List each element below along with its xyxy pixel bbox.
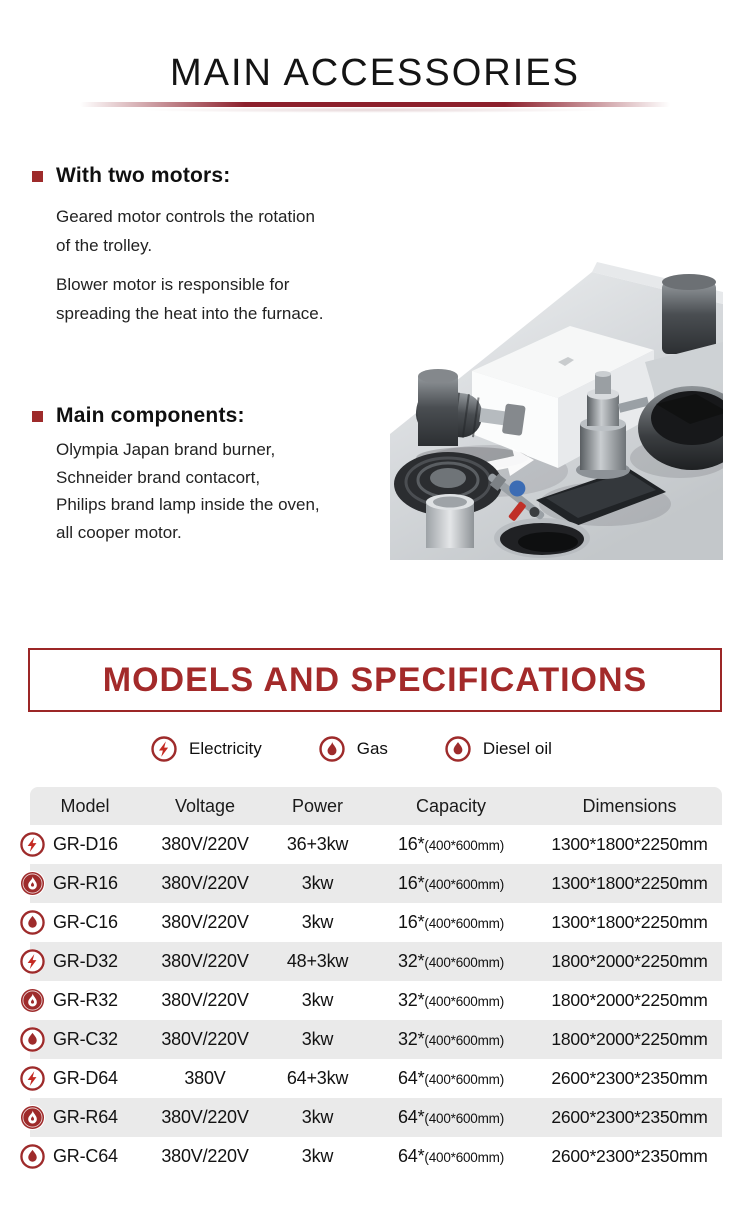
- voltage-cell: 380V/220V: [161, 951, 249, 971]
- table-row-gr-r16: [30, 864, 722, 903]
- column-header-capacity: Capacity: [415, 795, 487, 816]
- capacity-cell: 16*(400*600mm): [397, 912, 505, 932]
- paragraph-line: spreading the heat into the furnace.: [56, 304, 324, 323]
- section-heading: With two motors:: [56, 164, 231, 187]
- power-cell: 3kw: [301, 1107, 334, 1127]
- title-underline: [80, 102, 670, 107]
- table-row-gr-r64: [30, 1098, 722, 1137]
- model-text: GR-R32: [53, 990, 118, 1010]
- capacity-cell: 32*(400*600mm): [397, 951, 505, 971]
- paragraph-line: of the trolley.: [56, 236, 153, 255]
- column-header-voltage: Voltage: [174, 795, 236, 816]
- power-cell: 3kw: [301, 990, 334, 1010]
- spec-banner-title: MODELS AND SPECIFICATIONS: [102, 660, 648, 699]
- legend-item-diesel: [444, 735, 552, 763]
- capacity-cell: 64*(400*600mm): [397, 1107, 505, 1127]
- machinery-photo: [390, 166, 723, 560]
- model-text: GR-D16: [53, 834, 118, 854]
- dimensions-cell: 2600*2300*2350mm: [551, 1068, 708, 1088]
- section-main-components: [32, 404, 388, 546]
- diesel-drop-icon: [444, 735, 472, 763]
- dimensions-cell: 1800*2000*2250mm: [551, 990, 708, 1010]
- legend-label: Diesel oil: [482, 739, 552, 758]
- capacity-cell: 64*(400*600mm): [397, 1068, 505, 1088]
- diesel-icon: [19, 1026, 46, 1053]
- power-cell: 3kw: [301, 1029, 334, 1049]
- model-cell: [30, 870, 140, 897]
- spec-table: [30, 787, 722, 1176]
- model-text: GR-C64: [53, 1146, 118, 1166]
- table-row-gr-r32: [30, 981, 722, 1020]
- model-cell: [30, 987, 140, 1014]
- voltage-cell: 380V/220V: [161, 912, 249, 932]
- table-header-row: [30, 787, 722, 825]
- model-text: GR-D32: [53, 951, 118, 971]
- gas-icon: [19, 870, 46, 897]
- power-cell: 3kw: [301, 873, 334, 893]
- capacity-cell: 32*(400*600mm): [397, 990, 505, 1010]
- table-row-gr-c32: [30, 1020, 722, 1059]
- table-row-gr-d16: [30, 825, 722, 864]
- model-cell: [30, 1104, 140, 1131]
- voltage-cell: 380V/220V: [161, 834, 249, 854]
- power-cell: 3kw: [301, 912, 334, 932]
- legend-item-gas: [318, 735, 388, 763]
- gas-icon: [19, 1104, 46, 1131]
- paragraph-line: Schneider brand contacort,: [56, 467, 261, 487]
- dimensions-cell: 1800*2000*2250mm: [551, 951, 708, 971]
- dimensions-cell: 1300*1800*2250mm: [551, 912, 708, 932]
- electricity-icon: [19, 1065, 46, 1092]
- model-cell: [30, 831, 140, 858]
- square-bullet-icon: [32, 171, 43, 182]
- table-row-gr-c16: [30, 903, 722, 942]
- paragraph-line: Geared motor controls the rotation: [56, 207, 315, 226]
- model-cell: [30, 1143, 140, 1170]
- spec-table-body: [30, 825, 722, 1176]
- dimensions-cell: 2600*2300*2350mm: [551, 1107, 708, 1127]
- power-cell: 3kw: [301, 1146, 334, 1166]
- page-title: MAIN ACCESSORIES: [170, 52, 580, 94]
- capacity-cell: 16*(400*600mm): [397, 834, 505, 854]
- model-cell: [30, 1026, 140, 1053]
- gas-icon: [19, 987, 46, 1014]
- model-cell: [30, 948, 140, 975]
- capacity-cell: 32*(400*600mm): [397, 1029, 505, 1049]
- electricity-icon: [19, 831, 46, 858]
- electricity-icon: [19, 948, 46, 975]
- model-text: GR-R16: [53, 873, 118, 893]
- voltage-cell: 380V/220V: [161, 873, 249, 893]
- voltage-cell: 380V: [184, 1068, 226, 1088]
- table-row-gr-c64: [30, 1137, 722, 1176]
- capacity-cell: 64*(400*600mm): [397, 1146, 505, 1166]
- dimensions-cell: 2600*2300*2350mm: [551, 1146, 708, 1166]
- spec-banner: [28, 648, 722, 712]
- dimensions-cell: 1300*1800*2250mm: [551, 873, 708, 893]
- paragraph-line: all cooper motor.: [56, 522, 182, 542]
- column-header-model: Model: [60, 795, 110, 816]
- voltage-cell: 380V/220V: [161, 990, 249, 1010]
- paragraph-line: Philips brand lamp inside the oven,: [56, 495, 320, 514]
- voltage-cell: 380V/220V: [161, 1107, 249, 1127]
- table-row-gr-d64: [30, 1059, 722, 1098]
- dimensions-cell: 1800*2000*2250mm: [551, 1029, 708, 1049]
- model-text: GR-R64: [53, 1107, 118, 1127]
- legend-label: Gas: [356, 739, 388, 758]
- dimensions-cell: 1300*1800*2250mm: [551, 834, 708, 854]
- table-row-gr-d32: [30, 942, 722, 981]
- gas-flame-icon: [318, 735, 346, 763]
- electricity-icon: [150, 735, 178, 763]
- voltage-cell: 380V/220V: [161, 1146, 249, 1166]
- column-header-dimensions: Dimensions: [582, 795, 677, 816]
- diesel-icon: [19, 909, 46, 936]
- diesel-icon: [19, 1143, 46, 1170]
- power-cell: 36+3kw: [286, 834, 349, 854]
- model-cell: [30, 909, 140, 936]
- section-heading: Main components:: [56, 404, 245, 427]
- model-cell: [30, 1065, 140, 1092]
- section-two-motors: [32, 164, 388, 328]
- model-text: GR-D64: [53, 1068, 118, 1088]
- fuel-legend: [150, 733, 552, 765]
- column-header-power: Power: [291, 795, 344, 816]
- square-bullet-icon: [32, 411, 43, 422]
- model-text: GR-C16: [53, 912, 118, 932]
- voltage-cell: 380V/220V: [161, 1029, 249, 1049]
- legend-label: Electricity: [189, 739, 262, 758]
- paragraph-line: Blower motor is responsible for: [56, 275, 290, 294]
- legend-item-electricity: [150, 735, 262, 763]
- power-cell: 64+3kw: [286, 1068, 349, 1088]
- paragraph-line: Olympia Japan brand burner,: [56, 440, 276, 459]
- power-cell: 48+3kw: [286, 951, 349, 971]
- model-text: GR-C32: [53, 1029, 118, 1049]
- capacity-cell: 16*(400*600mm): [397, 873, 505, 893]
